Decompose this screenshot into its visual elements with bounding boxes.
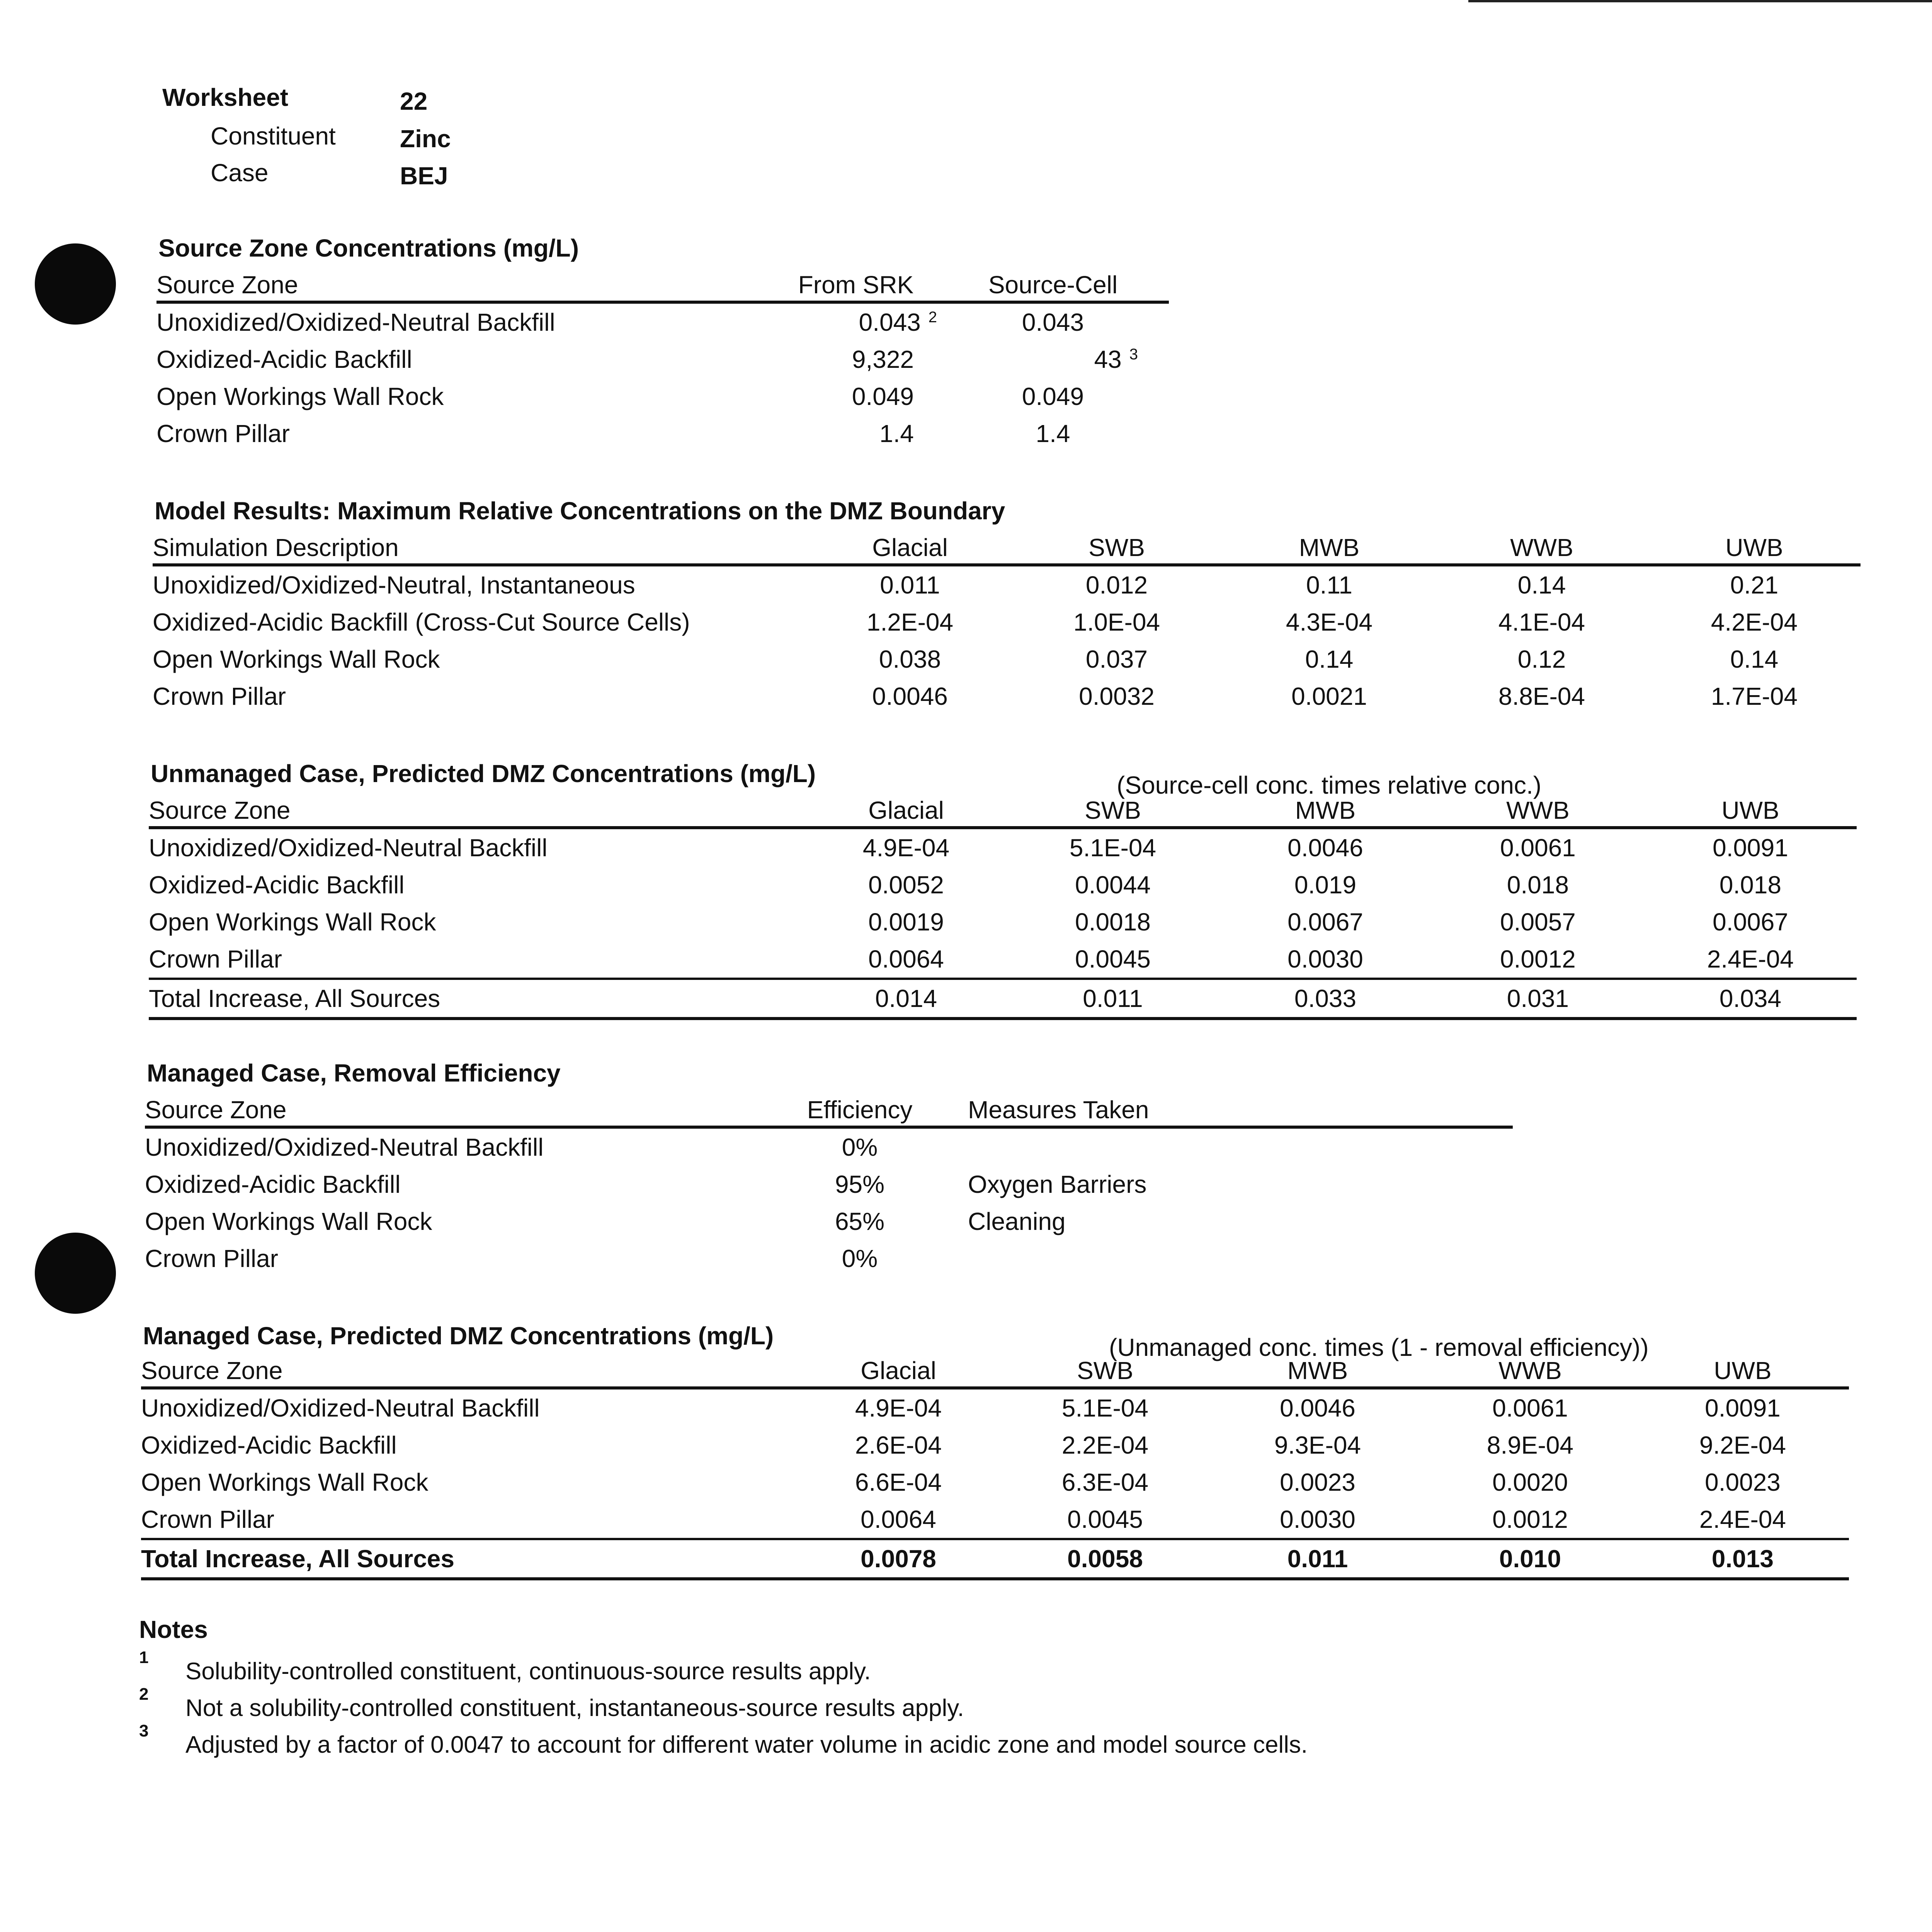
cell: 0.0091 bbox=[1705, 1394, 1781, 1422]
cell: 6.6E-04 bbox=[855, 1468, 942, 1496]
cell: 4.9E-04 bbox=[855, 1394, 942, 1422]
table-row bbox=[141, 1427, 1849, 1464]
cell: 0% bbox=[842, 1245, 878, 1272]
total-row bbox=[149, 979, 1857, 1019]
table-row bbox=[145, 1127, 1513, 1166]
constituent-value: Zinc bbox=[400, 125, 451, 153]
row-label: Oxidized-Acidic Backfill bbox=[141, 1431, 397, 1459]
row-label: Unoxidized/Oxidized-Neutral Backfill bbox=[141, 1394, 540, 1422]
cell: 1.0E-04 bbox=[1073, 608, 1160, 636]
cell: 0.0023 bbox=[1705, 1468, 1781, 1496]
cell: 1.7E-04 bbox=[1711, 682, 1798, 710]
note-text: Solubility-controlled constituent, continuous-source results apply. bbox=[185, 1658, 871, 1685]
cell: 0.019 bbox=[1294, 871, 1357, 899]
row-label: Oxidized-Acidic Backfill bbox=[156, 345, 412, 373]
managed-note: (Unmanaged conc. times (1 - removal efficiency)) bbox=[1109, 1333, 1649, 1361]
removal-title: Managed Case, Removal Efficiency bbox=[147, 1059, 561, 1087]
cell bbox=[949, 1127, 1513, 1166]
cell: 0.0030 bbox=[1287, 945, 1363, 973]
row-label: Oxidized-Acidic Backfill bbox=[149, 871, 405, 899]
cell: 0.0067 bbox=[1287, 908, 1363, 936]
cell: 0.0061 bbox=[1500, 834, 1576, 862]
cell bbox=[775, 302, 937, 341]
cell: 0.0032 bbox=[1079, 682, 1155, 710]
row-label: Open Workings Wall Rock bbox=[156, 383, 444, 410]
table-row bbox=[153, 678, 1861, 715]
column-header: WWB bbox=[1424, 1352, 1636, 1388]
cell: 0.0064 bbox=[868, 945, 944, 973]
cell: 0.014 bbox=[806, 979, 1007, 1019]
column-header: Glacial bbox=[810, 529, 1010, 565]
table-row bbox=[156, 415, 1169, 452]
model-results-table bbox=[153, 529, 1861, 715]
cell: 0.033 bbox=[1219, 979, 1432, 1019]
cell: 9.3E-04 bbox=[1274, 1431, 1361, 1459]
cell: 9.2E-04 bbox=[1699, 1431, 1786, 1459]
cell: 0.043 bbox=[1022, 308, 1084, 336]
cell: 4.3E-04 bbox=[1286, 608, 1373, 636]
cell: 0.14 bbox=[1305, 645, 1354, 673]
row-label: Unoxidized/Oxidized-Neutral Backfill bbox=[145, 1133, 544, 1161]
cell: 0.0067 bbox=[1713, 908, 1788, 936]
cell: 0.034 bbox=[1644, 979, 1857, 1019]
unmanaged-title: Unmanaged Case, Predicted DMZ Concentrations (mg/L) bbox=[151, 760, 816, 787]
column-header: SWB bbox=[1007, 792, 1219, 828]
row-label: Oxidized-Acidic Backfill bbox=[145, 1170, 401, 1198]
cell: 0.018 bbox=[1719, 871, 1782, 899]
table-header-row bbox=[153, 529, 1861, 565]
note-text: Adjusted by a factor of 0.0047 to account for different water volume in acidic zone and model source cells. bbox=[185, 1731, 1308, 1758]
cell-value: 0.043 bbox=[859, 308, 921, 336]
cell: 0.0023 bbox=[1280, 1468, 1355, 1496]
table-row bbox=[145, 1240, 1513, 1277]
source-zone-title: Source Zone Concentrations (mg/L) bbox=[158, 234, 579, 262]
column-header: Source-Cell bbox=[937, 267, 1169, 302]
table-row bbox=[156, 378, 1169, 415]
note-number: 2 bbox=[139, 1685, 149, 1704]
table-row bbox=[149, 940, 1857, 979]
column-header: Source Zone bbox=[145, 1092, 771, 1127]
cell: 0.0021 bbox=[1291, 682, 1367, 710]
cell: 0.0044 bbox=[1075, 871, 1151, 899]
case-label: Case bbox=[211, 159, 269, 187]
row-label: Oxidized-Acidic Backfill (Cross-Cut Source Cells) bbox=[153, 608, 690, 636]
table-row bbox=[156, 341, 1169, 378]
cell: 0.010 bbox=[1424, 1539, 1636, 1579]
cell: 0.0030 bbox=[1280, 1505, 1355, 1533]
cell: 0.011 bbox=[880, 571, 940, 599]
table-header-row bbox=[145, 1092, 1513, 1127]
cell: 0.0012 bbox=[1500, 945, 1576, 973]
cell: 0.031 bbox=[1432, 979, 1644, 1019]
cell: 0.0019 bbox=[868, 908, 944, 936]
column-header: Source Zone bbox=[141, 1352, 798, 1388]
column-header: WWB bbox=[1432, 792, 1644, 828]
cell: 2.4E-04 bbox=[1707, 945, 1794, 973]
note-text: Not a solubility-controlled constituent, instantaneous-source results apply. bbox=[185, 1695, 964, 1721]
column-header: SWB bbox=[999, 1352, 1211, 1388]
cell: 0.14 bbox=[1517, 571, 1566, 599]
cell: 0.0061 bbox=[1492, 1394, 1568, 1422]
column-header: Glacial bbox=[798, 1352, 999, 1388]
source-zone-table bbox=[156, 267, 1169, 452]
cell: 0.0045 bbox=[1075, 945, 1151, 973]
table-row bbox=[141, 1388, 1849, 1427]
column-header: UWB bbox=[1636, 1352, 1849, 1388]
row-label: Unoxidized/Oxidized-Neutral Backfill bbox=[156, 308, 555, 336]
row-label: Open Workings Wall Rock bbox=[153, 645, 440, 673]
row-label: Open Workings Wall Rock bbox=[145, 1208, 432, 1235]
managed-table bbox=[141, 1352, 1849, 1580]
column-header: From SRK bbox=[775, 267, 937, 302]
column-header: Glacial bbox=[806, 792, 1007, 828]
table-row bbox=[141, 1464, 1849, 1501]
cell: 0.011 bbox=[1211, 1539, 1424, 1579]
row-label: Crown Pillar bbox=[149, 945, 282, 973]
column-header: MWB bbox=[1219, 792, 1432, 828]
table-row bbox=[141, 1501, 1849, 1539]
cell: 0.12 bbox=[1517, 645, 1566, 673]
unmanaged-note: (Source-cell conc. times relative conc.) bbox=[1117, 771, 1542, 799]
table-header-row bbox=[141, 1352, 1849, 1388]
table-row bbox=[145, 1203, 1513, 1240]
row-label: Crown Pillar bbox=[153, 682, 286, 710]
scan-edge-line bbox=[1468, 0, 1932, 2]
column-header: Efficiency bbox=[771, 1092, 949, 1127]
cell: 0.049 bbox=[1022, 383, 1084, 410]
cell: 0.14 bbox=[1730, 645, 1779, 673]
cell bbox=[937, 341, 1169, 378]
cell: Oxygen Barriers bbox=[968, 1170, 1147, 1198]
cell: 9,322 bbox=[852, 345, 914, 373]
case-value: BEJ bbox=[400, 162, 448, 190]
row-label: Crown Pillar bbox=[156, 420, 290, 447]
note-number: 1 bbox=[139, 1648, 149, 1667]
cell: 0.0046 bbox=[1287, 834, 1363, 862]
cell: 4.9E-04 bbox=[862, 834, 950, 862]
row-label: Open Workings Wall Rock bbox=[149, 908, 436, 936]
column-header: Simulation Description bbox=[153, 529, 810, 565]
row-label: Open Workings Wall Rock bbox=[141, 1468, 429, 1496]
cell: 0.038 bbox=[879, 645, 941, 673]
cell: 4.2E-04 bbox=[1711, 608, 1798, 636]
managed-title: Managed Case, Predicted DMZ Concentrations (mg/L) bbox=[143, 1322, 774, 1350]
cell: 0.037 bbox=[1085, 645, 1148, 673]
cell: 4.1E-04 bbox=[1498, 608, 1585, 636]
column-header: MWB bbox=[1223, 529, 1435, 565]
cell: 0.018 bbox=[1507, 871, 1569, 899]
cell: 0.0052 bbox=[868, 871, 944, 899]
punch-hole-top bbox=[35, 243, 116, 325]
cell: 0% bbox=[842, 1133, 878, 1161]
worksheet-label: Worksheet bbox=[162, 83, 289, 111]
column-header: MWB bbox=[1211, 1352, 1424, 1388]
punch-hole-middle bbox=[35, 1233, 116, 1314]
table-row bbox=[153, 641, 1861, 678]
table-row bbox=[149, 903, 1857, 940]
cell: 0.0012 bbox=[1492, 1505, 1568, 1533]
column-header: Source Zone bbox=[149, 792, 806, 828]
cell: 1.4 bbox=[879, 420, 914, 447]
constituent-label: Constituent bbox=[211, 122, 336, 150]
cell: 0.0064 bbox=[861, 1505, 936, 1533]
table-row bbox=[149, 866, 1857, 903]
row-label: Unoxidized/Oxidized-Neutral, Instantaneous bbox=[153, 571, 635, 599]
note-number: 3 bbox=[139, 1721, 149, 1740]
column-header: Source Zone bbox=[156, 267, 775, 302]
column-header: WWB bbox=[1435, 529, 1648, 565]
row-label: Total Increase, All Sources bbox=[149, 979, 806, 1019]
cell: 5.1E-04 bbox=[1061, 1394, 1149, 1422]
cell: 0.0018 bbox=[1075, 908, 1151, 936]
table-row bbox=[149, 828, 1857, 866]
cell: 8.8E-04 bbox=[1498, 682, 1585, 710]
cell: 1.2E-04 bbox=[866, 608, 954, 636]
cell: 95% bbox=[835, 1170, 885, 1198]
cell: 0.0091 bbox=[1713, 834, 1788, 862]
row-label: Crown Pillar bbox=[145, 1245, 278, 1272]
cell: 0.0057 bbox=[1500, 908, 1576, 936]
total-row bbox=[141, 1539, 1849, 1579]
column-header: UWB bbox=[1644, 792, 1857, 828]
removal-table bbox=[145, 1092, 1513, 1277]
cell: 65% bbox=[835, 1208, 885, 1235]
cell: 0.0046 bbox=[1280, 1394, 1355, 1422]
cell: 6.3E-04 bbox=[1061, 1468, 1149, 1496]
cell: Cleaning bbox=[968, 1208, 1066, 1235]
cell: 2.4E-04 bbox=[1699, 1505, 1786, 1533]
table-header-row bbox=[156, 267, 1169, 302]
cell-value: 43 bbox=[1094, 345, 1122, 373]
cell: 0.012 bbox=[1085, 571, 1148, 599]
cell: 0.0045 bbox=[1067, 1505, 1143, 1533]
unmanaged-table bbox=[149, 792, 1857, 1020]
cell: 0.0078 bbox=[798, 1539, 999, 1579]
cell bbox=[949, 1240, 1513, 1277]
footnote-marker: 2 bbox=[928, 308, 937, 326]
cell: 0.21 bbox=[1730, 571, 1779, 599]
cell: 5.1E-04 bbox=[1069, 834, 1156, 862]
table-row bbox=[153, 604, 1861, 641]
model-results-title: Model Results: Maximum Relative Concentrations on the DMZ Boundary bbox=[155, 497, 1005, 525]
cell: 2.2E-04 bbox=[1061, 1431, 1149, 1459]
column-header: SWB bbox=[1010, 529, 1223, 565]
cell: 0.11 bbox=[1306, 571, 1352, 599]
table-row bbox=[156, 302, 1169, 341]
worksheet-value: 22 bbox=[400, 87, 428, 115]
cell: 0.0046 bbox=[872, 682, 948, 710]
notes-title: Notes bbox=[139, 1616, 208, 1643]
column-header: Measures Taken bbox=[949, 1092, 1513, 1127]
cell: 0.0058 bbox=[999, 1539, 1211, 1579]
row-label: Crown Pillar bbox=[141, 1505, 274, 1533]
table-header-row bbox=[149, 792, 1857, 828]
row-label: Total Increase, All Sources bbox=[141, 1539, 798, 1579]
cell: 0.0020 bbox=[1492, 1468, 1568, 1496]
table-row bbox=[145, 1166, 1513, 1203]
table-row bbox=[153, 565, 1861, 604]
footnote-marker: 3 bbox=[1129, 345, 1138, 363]
row-label: Unoxidized/Oxidized-Neutral Backfill bbox=[149, 834, 548, 862]
cell: 0.013 bbox=[1636, 1539, 1849, 1579]
cell: 2.6E-04 bbox=[855, 1431, 942, 1459]
cell: 0.011 bbox=[1007, 979, 1219, 1019]
cell: 0.049 bbox=[852, 383, 914, 410]
cell: 8.9E-04 bbox=[1486, 1431, 1574, 1459]
cell: 1.4 bbox=[1036, 420, 1070, 447]
column-header: UWB bbox=[1648, 529, 1861, 565]
